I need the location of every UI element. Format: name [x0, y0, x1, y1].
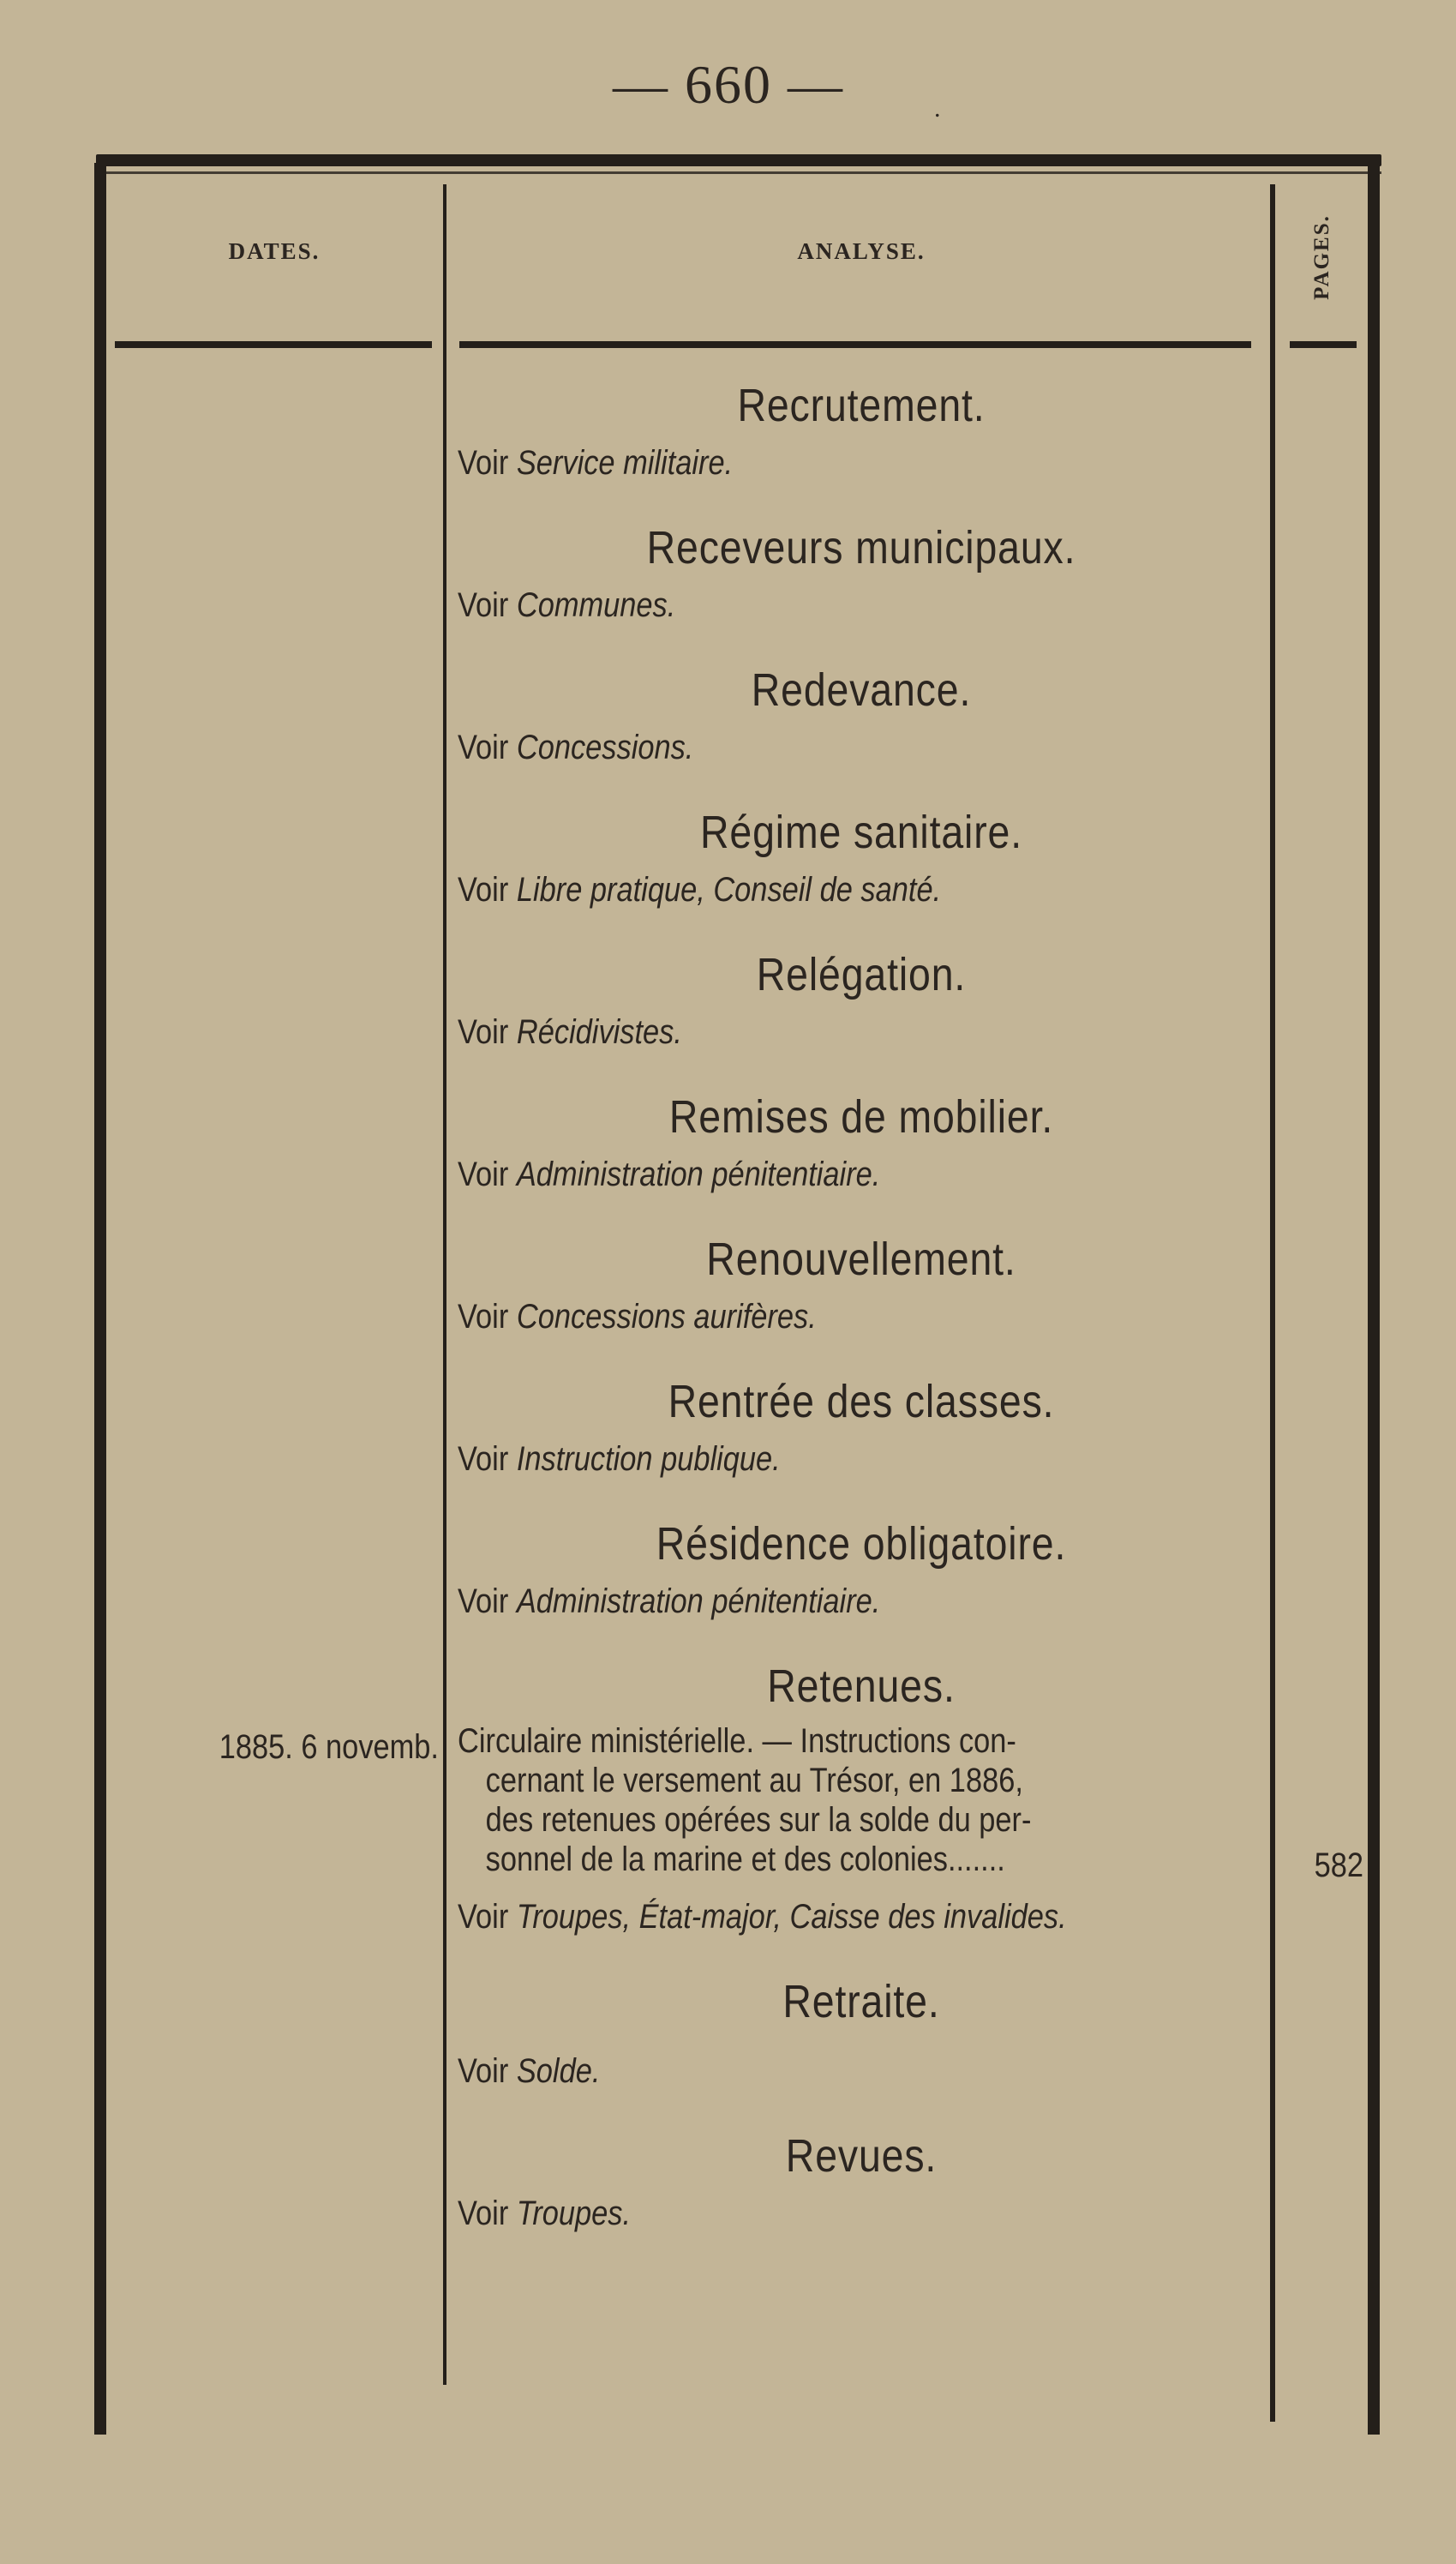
analysis-line: sonnel de la marine et des colonies.......	[485, 1840, 1005, 1878]
entry-heading: Retenues.	[767, 1660, 956, 1712]
header-underline-pages	[1290, 341, 1357, 348]
analysis-line: Circulaire ministérielle. — Instructions con-	[458, 1722, 1016, 1760]
analysis-line: des retenues opérées sur la solde du per-	[485, 1801, 1032, 1839]
index-entry	[454, 1373, 1268, 1481]
index-entry	[454, 946, 1268, 1054]
entry-see-also: Voir Administration pénitentiaire.	[458, 1156, 881, 1193]
entry-see-also: Voir Concessions.	[458, 729, 694, 766]
column-divider-dates	[443, 184, 446, 2385]
entry-heading: Régime sanitaire.	[700, 807, 1022, 858]
entry-see-also: Voir Concessions aurifères.	[458, 1298, 817, 1336]
index-entry-retenues	[219, 1658, 1363, 1939]
page-number	[600, 53, 943, 123]
entry-see-also: Voir Troupes, État-major, Caisse des invalides.	[458, 1898, 1067, 1936]
entry-heading: Retraite.	[782, 1976, 940, 2027]
column-header-pages-text: PAGES.	[1310, 214, 1333, 300]
entry-heading: Relégation.	[756, 949, 967, 1000]
index-entry	[454, 1089, 1268, 1197]
table-left-rule	[94, 163, 106, 2435]
table-top-rule	[96, 154, 1381, 166]
index-entry	[454, 662, 1268, 770]
entry-see-also: Voir Troupes.	[458, 2195, 632, 2232]
index-entries	[219, 377, 1363, 2236]
analysis-line: cernant le versement au Trésor, en 1886,	[485, 1762, 1023, 1799]
entry-heading: Redevance.	[751, 664, 972, 716]
column-header-dates: DATES.	[228, 238, 321, 264]
column-header-pages	[1279, 189, 1365, 326]
entry-see-also: Voir Solde.	[458, 2052, 601, 2090]
entry-heading: Rentrée des classes.	[668, 1376, 1055, 1427]
entry-heading: Receveurs municipaux.	[646, 522, 1076, 573]
column-header-analyse: ANALYSE.	[797, 238, 926, 264]
page-mark: .	[934, 94, 943, 123]
index-entry	[454, 1231, 1268, 1339]
entry-heading: Revues.	[785, 2130, 938, 2182]
index-entry	[454, 804, 1268, 912]
entry-page-reference: 582	[1314, 1846, 1363, 1884]
entry-see-also: Voir Instruction publique.	[458, 1440, 781, 1478]
entry-see-also: Voir Récidivistes.	[458, 1013, 682, 1051]
table-top-rule-thin	[96, 171, 1381, 174]
header-underline-dates	[115, 341, 432, 348]
entry-see-also: Voir Libre pratique, Conseil de santé.	[458, 871, 942, 909]
index-entry	[454, 519, 1268, 627]
header-underline-analyse	[459, 341, 1251, 348]
entry-analysis-text	[458, 1721, 1254, 1879]
index-entry	[454, 1516, 1268, 1624]
entry-date: 1885. 6 novemb.	[219, 1728, 439, 1766]
entry-see-also: Voir Service militaire.	[458, 444, 734, 482]
entry-heading: Renouvellement.	[706, 1234, 1016, 1285]
entry-see-also: Voir Administration pénitentiaire.	[458, 1582, 881, 1620]
column-divider-pages	[1270, 184, 1275, 2422]
table-right-rule	[1368, 154, 1380, 2435]
index-entry	[454, 1973, 1268, 2093]
index-entry	[454, 2128, 1268, 2236]
entry-heading: Remises de mobilier.	[668, 1091, 1054, 1143]
page-number-text: — 660 —	[613, 54, 844, 115]
index-entry	[454, 377, 1268, 485]
entry-heading: Résidence obligatoire.	[656, 1518, 1067, 1570]
entry-see-also: Voir Communes.	[458, 586, 676, 624]
entry-heading: Recrutement.	[737, 380, 986, 431]
